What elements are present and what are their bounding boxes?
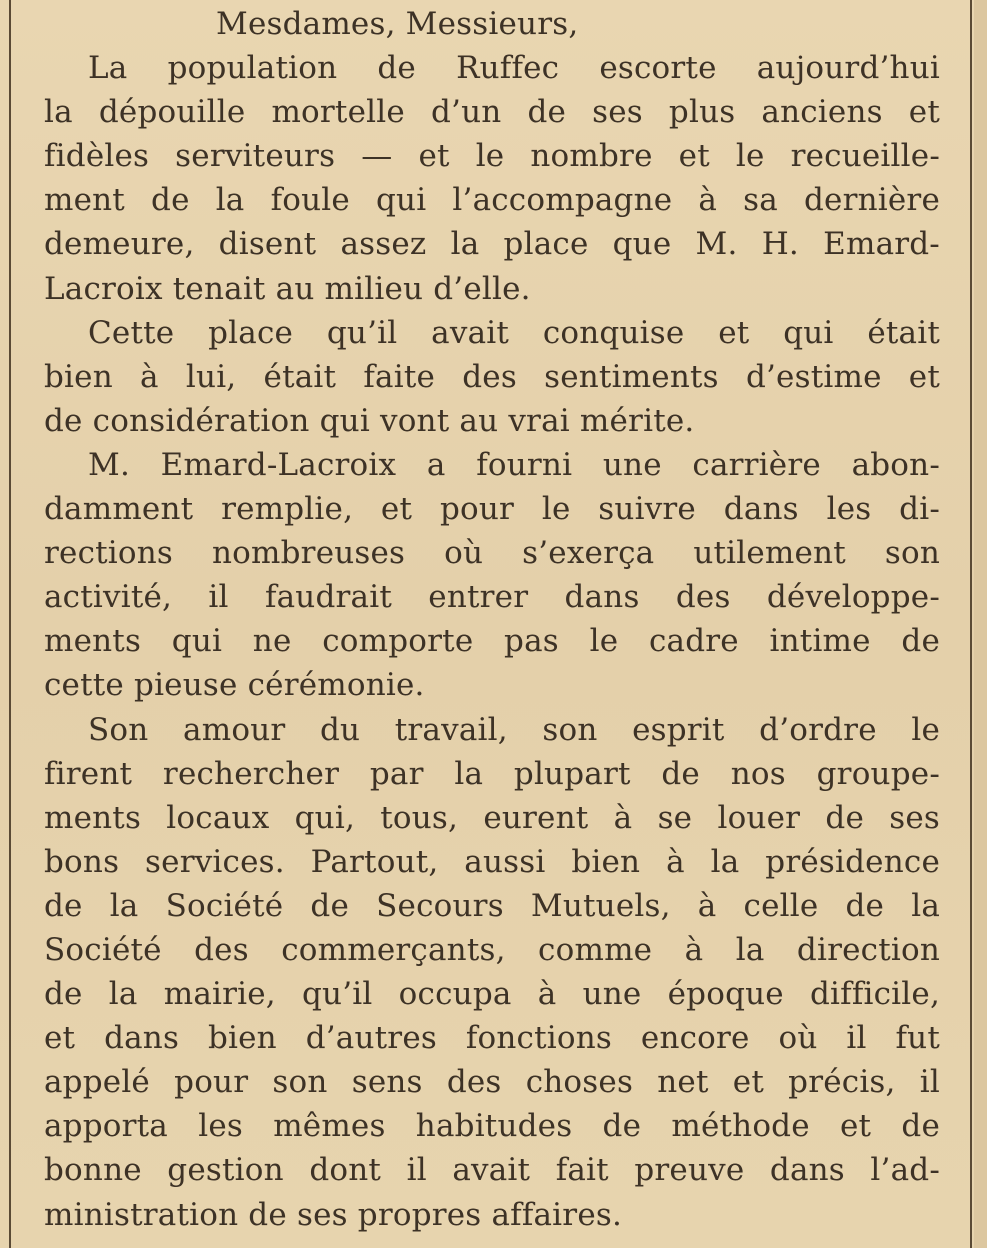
eulogy-article (44, 2, 940, 1237)
paragraph-3-line-6: cette pieuse cérémonie. (44, 667, 425, 704)
paragraph-4-line-1: Son amour du travail, son esprit d’ordre le (88, 711, 940, 748)
paragraph-3-line-3: rections nombreuses où s’exerça utilement son (44, 535, 940, 572)
salutation-line: Mesdames, Messieurs, (216, 6, 579, 42)
paragraph-1-line-1: La population de Ruffec escorte aujourd’hui (88, 50, 940, 87)
paragraph-4-line-5: de la Société de Secours Mutuels, à celle de la (44, 887, 940, 924)
paragraph-3-line-1: M. Emard-Lacroix a fourni une carrière abon- (88, 446, 940, 483)
paragraph-4-line-2: firent rechercher par la plupart de nos groupe- (44, 755, 940, 792)
paragraph-1-line-3: fidèles serviteurs — et le nombre et le recueille- (44, 138, 940, 175)
paragraph-4-line-4: bons services. Partout, aussi bien à la présidence (44, 843, 940, 880)
paragraph-1-line-4: ment de la foule qui l’accompagne à sa dernière (44, 182, 940, 219)
paragraph-3-line-2: damment remplie, et pour le suivre dans les di- (44, 491, 940, 528)
paragraph-2-line-3: de considération qui vont au vrai mérite. (44, 402, 695, 439)
paragraph-2-line-2: bien à lui, était faite des sentiments d’estime et (44, 358, 940, 395)
paragraph-1-line-2: la dépouille mortelle d’un de ses plus anciens et (44, 94, 940, 131)
paragraph-3-line-5: ments qui ne comporte pas le cadre intime de (44, 623, 940, 660)
paragraph-4-line-3: ments locaux qui, tous, eurent à se louer de ses (44, 799, 940, 836)
paragraph-4-line-10: apporta les mêmes habitudes de méthode et de (44, 1108, 940, 1145)
paragraph-4-line-7: de la mairie, qu’il occupa à une époque difficile, (44, 976, 940, 1013)
paragraph-4-line-6: Société des commerçants, comme à la direction (44, 931, 940, 968)
paragraph-2-line-1: Cette place qu’il avait conquise et qui était (88, 314, 940, 351)
adjacent-column-edge (974, 0, 987, 1248)
paragraph-4-line-11: bonne gestion dont il avait fait preuve dans l’ad- (44, 1152, 940, 1189)
paragraph-1-line-5: demeure, disent assez la place que M. H. Emard- (44, 226, 940, 263)
paragraph-1-line-6: Lacroix tenait au milieu d’elle. (44, 270, 531, 307)
paragraph-4-line-8: et dans bien d’autres fonctions encore où il fut (44, 1020, 940, 1057)
paragraph-3-line-4: activité, il faudrait entrer dans des développe- (44, 579, 940, 616)
column-rule-right (970, 0, 972, 1248)
paragraph-4-line-12: ministration de ses propres affaires. (44, 1196, 623, 1233)
column-rule-left (9, 0, 11, 1248)
paragraph-4-line-9: appelé pour son sens des choses net et précis, il (44, 1064, 940, 1101)
